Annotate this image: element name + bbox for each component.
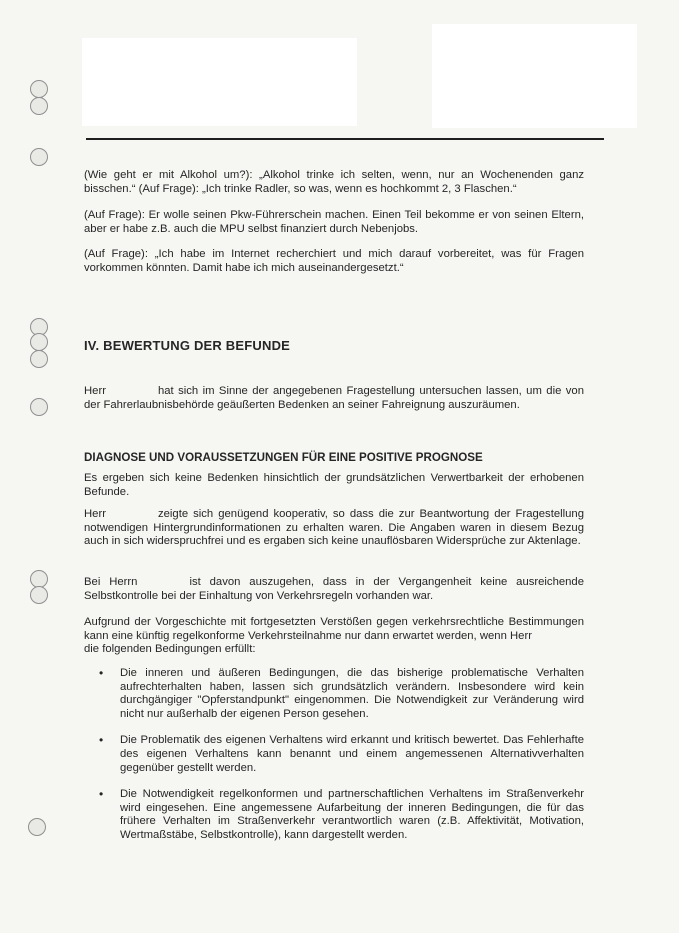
interview-paragraph-alcohol: (Wie geht er mit Alkohol um?): „Alkohol trinke ich selten, wenn, nur an Wochenenden ganz bisschen.“ (Auf Frage): „Ich trinke Radler, so was, wenn es hochkommt 2, 3 Flaschen.“	[84, 169, 584, 195]
punch-hole	[30, 148, 48, 166]
list-item-text: Die Problematik des eigenen Verhaltens wird erkannt und kritisch bewertet. Das Fehlerhafte des eigenen Verhaltens kann benannt und einem angemessenen Alternativverhalten gegenüber gestellt werden.	[120, 734, 584, 774]
p3-prefix: Bei Herrn	[84, 576, 138, 588]
list-item	[84, 667, 584, 721]
paragraph-conditions-intro	[84, 616, 584, 657]
p4-rest: die folgenden Bedingungen erfüllt:	[84, 643, 256, 656]
conditions-list	[84, 667, 584, 856]
list-item	[84, 734, 584, 775]
bullet-icon: •	[99, 666, 104, 680]
intro-text: hat sich im Sinne der angegebenen Fragestellung untersuchen lassen, um die von der Fahrerlaubnisbehörde geäußerten Bedenken an seiner Fahreignung auszuräumen.	[84, 385, 584, 411]
paragraph-cooperation	[84, 508, 584, 549]
punch-hole	[30, 586, 48, 604]
list-item	[84, 788, 584, 842]
punch-hole	[30, 80, 48, 98]
punch-hole	[30, 350, 48, 368]
list-item-text: Die inneren und äußeren Bedingungen, die das bisherige problematische Verhalten aufrechterhalten haben, lassen sich grundsätzlich verändern. Insbesondere wird kein durchgängiger "Opferstandpunkt" eingenommen. Die Notwendigkeit zur Veränderung wird nicht nur außerhalb der eigenen Person gesehen.	[120, 667, 584, 720]
list-item-text: Die Notwendigkeit regelkonformen und partnerschaftlichen Verhaltens im Straßenverkehr wird eingesehen. Eine angemessene Aufarbeitung der inneren Bedingungen, die für das frühere Verhalten im Straßenverkehr verantwortlich waren (z.B. Affektivität, Motivation, Wertmaßstäbe, Selbstkontrolle), kann dargestellt werden.	[120, 788, 584, 841]
bullet-icon: •	[99, 733, 104, 748]
p2-text: zeigte sich genügend kooperativ, so dass die zur Beantwortung der Fragestellung notwendigen Hintergrundinformationen zu erhalten waren. Die Angaben waren in diesem Bezug auch in sich widerspruchfrei und es ergaben sich keine unauflösbaren Widersprüche zur Aktenlage.	[84, 508, 584, 548]
punch-hole	[28, 818, 46, 836]
punch-hole	[30, 333, 48, 351]
p3-text: ist davon auszugehen, dass in der Vergangenheit keine ausreichende Selbstkontrolle bei der Einhaltung von Verkehrsregeln vorhanden war.	[84, 576, 584, 602]
interview-paragraph-license: (Auf Frage): Er wolle seinen Pkw-Führerschein machen. Einen Teil bekomme er von seinen Eltern, aber er habe z.B. auch die MPU selbst finanziert durch Nebenjobs.	[84, 209, 584, 235]
section-heading: IV. BEWERTUNG DER BEFUNDE	[84, 338, 291, 353]
diagnosis-subheading: DIAGNOSE UND VORAUSSETZUNGEN FÜR EINE POSITIVE PROGNOSE	[84, 451, 483, 464]
redacted-header-left	[82, 38, 357, 126]
paragraph-self-control	[84, 576, 584, 603]
punch-hole	[30, 97, 48, 115]
paragraph-validity: Es ergeben sich keine Bedenken hinsichtlich der grundsätzlichen Verwertbarkeit der erhobenen Befunde.	[84, 472, 584, 498]
assessment-intro	[84, 385, 584, 412]
p4-text: Aufgrund der Vorgeschichte mit fortgesetzten Verstößen gegen verkehrsrechtliche Bestimmungen kann eine künftig regelkonforme Verkehrsteilnahme nur dann erwartet werden, wenn Herr	[84, 616, 584, 642]
interview-paragraph-preparation: (Auf Frage): „Ich habe im Internet recherchiert und mich darauf vorbereitet, was für Fragen vorkommen könnten. Damit habe ich mich auseinandergesetzt.“	[84, 248, 584, 274]
punch-hole	[30, 398, 48, 416]
header-rule	[86, 138, 604, 140]
redacted-header-right	[432, 24, 637, 128]
intro-prefix: Herr	[84, 385, 106, 397]
p2-prefix: Herr	[84, 508, 106, 520]
bullet-icon: •	[99, 787, 104, 802]
